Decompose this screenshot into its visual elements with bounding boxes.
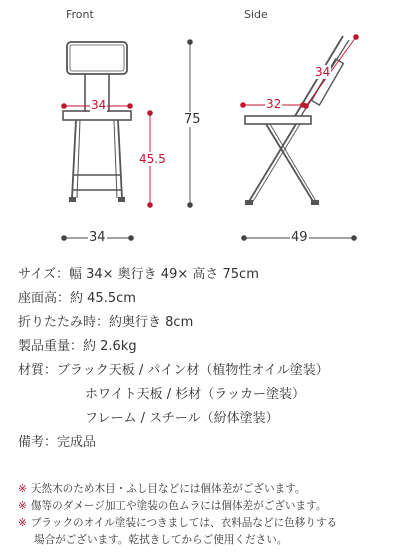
spec-material-line: ホワイト天板 / 杉材（ラッカー塗装） <box>85 387 305 402</box>
note-text: 傷等のダメージ加工や塗装の色ムラには個体差がございます。 <box>30 500 327 512</box>
caution-note-continuation <box>18 532 413 549</box>
note-mark: ※ <box>18 483 27 495</box>
side-seat-depth-value: 32 <box>266 97 282 111</box>
front-chair <box>63 42 131 202</box>
spec-material-line: ブラック天板 / パイン材（植物性オイル塗装） <box>57 363 329 378</box>
spec-material <box>18 359 413 383</box>
spec-size <box>18 263 413 287</box>
side-back-height-value: 34 <box>315 65 331 79</box>
spec-weight <box>18 335 413 359</box>
note-text: ブラックのオイル塗装につきましては、衣料品などに色移りする <box>30 517 338 529</box>
spec-seat-height <box>18 287 413 311</box>
front-leg-left <box>72 120 76 198</box>
spec-size-key: サイズ： <box>18 267 69 282</box>
total-height-value: 75 <box>184 112 201 127</box>
caution-note <box>18 498 413 515</box>
side-bottom-depth-value: 49 <box>291 230 308 245</box>
front-leg-right <box>118 120 122 198</box>
spec-material-cont-1 <box>18 383 413 407</box>
side-leg-b <box>248 124 296 203</box>
seat-height-value: 45.5 <box>139 152 166 166</box>
spec-note-value: 完成品 <box>57 435 97 450</box>
spec-seat-key: 座面高： <box>18 291 71 306</box>
note-mark: ※ <box>18 500 27 512</box>
front-bottom-width-value: 34 <box>89 230 106 245</box>
front-seat <box>63 111 131 120</box>
spec-note-key: 備考： <box>18 435 58 450</box>
spec-note <box>18 431 413 455</box>
note-text: 天然木のため木目・ふし目などには個体差がございます。 <box>30 483 306 495</box>
spec-size-value: 幅 34× 奥行き 49× 高さ 75cm <box>68 267 259 282</box>
note-text: 場合がございます。乾拭きしてからご使用ください。 <box>34 534 288 546</box>
spec-seat-value: 約 45.5cm <box>70 291 136 306</box>
front-label: Front <box>66 8 94 21</box>
spec-folded-value: 約奥行き 8cm <box>109 315 194 330</box>
side-label: Side <box>244 8 268 21</box>
caution-note <box>18 515 413 532</box>
spec-list <box>18 263 413 455</box>
caution-notes <box>18 481 413 549</box>
spec-folded-key: 折りたたみ時： <box>18 315 110 330</box>
side-seat <box>245 116 311 124</box>
front-backrest <box>67 42 127 74</box>
side-leg-a <box>266 124 314 203</box>
spec-material-cont-2 <box>18 407 413 431</box>
spec-material-line: フレーム / スチール（紛体塗装） <box>85 411 279 426</box>
front-backrest-inner <box>70 45 124 71</box>
side-chair <box>245 36 349 205</box>
spec-weight-key: 製品重量： <box>18 339 84 354</box>
spec-folded <box>18 311 413 335</box>
dimension-diagram <box>0 0 420 255</box>
caution-note <box>18 481 413 498</box>
front-seat-width-value: 34 <box>91 98 107 112</box>
diagram-drawing <box>0 0 420 255</box>
note-mark: ※ <box>18 517 27 529</box>
spec-material-key: 材質： <box>18 363 58 378</box>
spec-weight-value: 約 2.6kg <box>83 339 137 354</box>
